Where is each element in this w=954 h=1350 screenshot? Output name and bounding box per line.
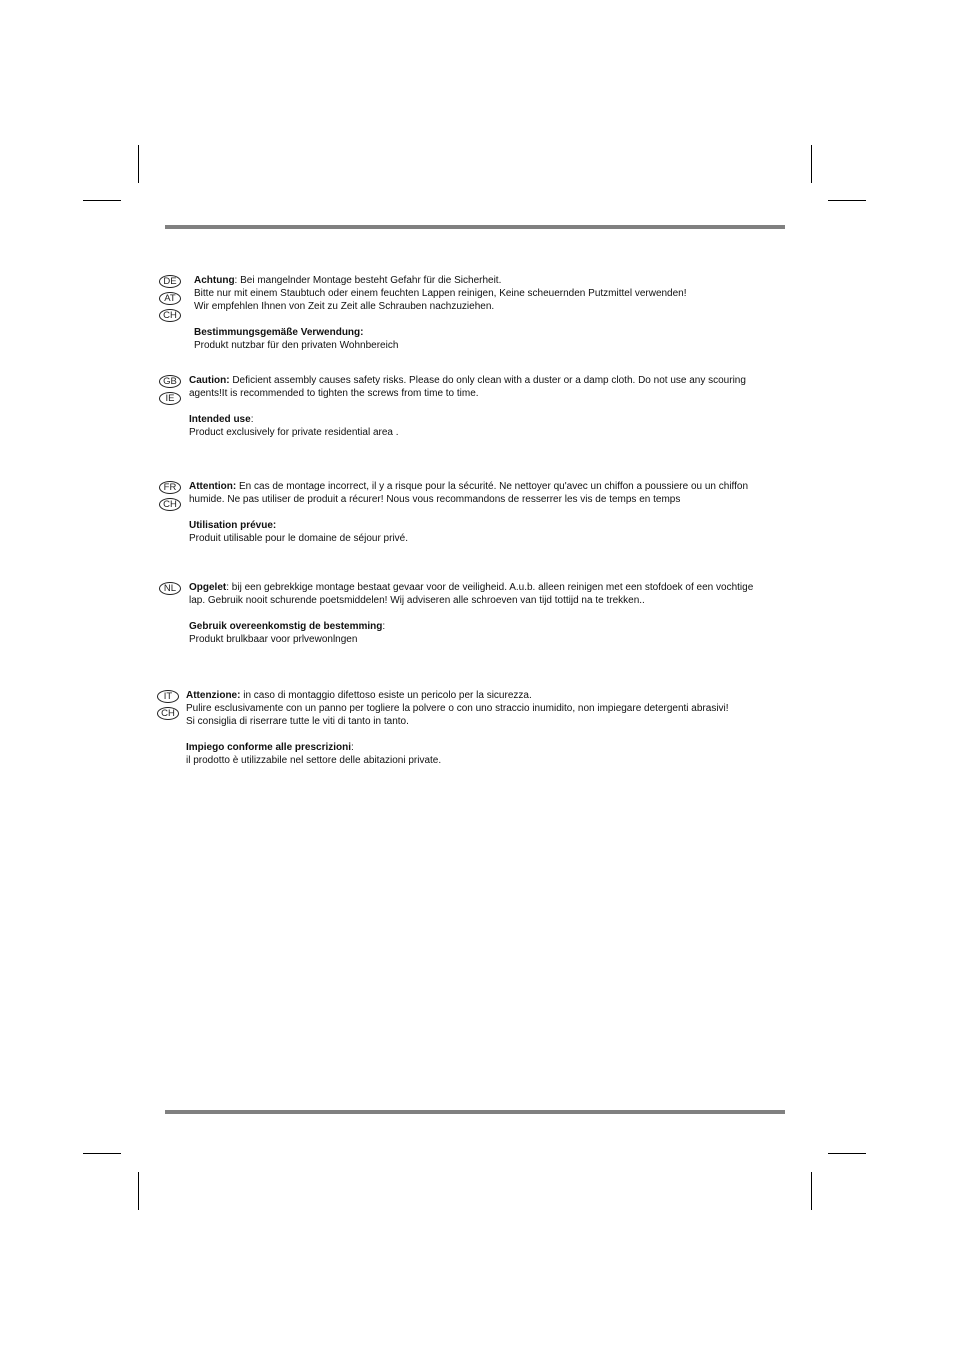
country-badge: CH bbox=[157, 707, 179, 720]
caution-line: Bitte nur mit einem Staubtuch oder einem feuchten Lappen reinigen, Keine scheuernden Putzmittel verwenden! bbox=[194, 288, 687, 299]
intended-use-suffix: : bbox=[382, 621, 386, 632]
country-badges bbox=[159, 375, 189, 409]
section-text bbox=[194, 274, 687, 352]
caution-label: Caution: bbox=[189, 375, 230, 386]
intended-use-label: Gebruik overeenkomstig de bestemming bbox=[189, 621, 383, 632]
crop-mark bbox=[828, 1153, 866, 1154]
intended-use-text: Produit utilisable pour le domaine de séjour privé. bbox=[189, 533, 409, 544]
caution-line: : Bei mangelnder Montage besteht Gefahr für die Sicherheit. bbox=[234, 275, 502, 286]
intended-use-label: Intended use bbox=[189, 414, 251, 425]
section-text bbox=[189, 374, 746, 439]
country-badge: DE bbox=[159, 275, 181, 288]
country-badges bbox=[157, 690, 187, 724]
section-text bbox=[186, 689, 729, 767]
intended-use-text: Produkt nutzbar für den privaten Wohnbereich bbox=[194, 340, 399, 351]
country-badges bbox=[159, 481, 189, 515]
crop-mark bbox=[828, 200, 866, 201]
caution-label: Opgelet bbox=[189, 582, 227, 593]
caution-line: : bij een gebrekkige montage bestaat gevaar voor de veiligheid. A.u.b. alleen reinigen met een stofdoek of een vochtige bbox=[226, 582, 754, 593]
caution-line: lap. Gebruik nooit schurende poetsmiddelen! Wij adviseren alle schroeven van tijd tottijd na te trekken.. bbox=[189, 595, 645, 606]
top-rule bbox=[165, 225, 785, 229]
intended-use-suffix: : bbox=[250, 414, 254, 425]
intended-use-label: Impiego conforme alle prescrizioni bbox=[186, 742, 352, 753]
country-badge: FR bbox=[159, 481, 181, 494]
caution-label: Achtung bbox=[194, 275, 235, 286]
section-text bbox=[189, 581, 753, 646]
crop-mark bbox=[138, 1172, 139, 1210]
intended-use-text: Product exclusively for private residential area . bbox=[189, 427, 399, 438]
intended-use-label: Utilisation prévue: bbox=[189, 520, 277, 531]
country-badge: NL bbox=[159, 582, 181, 595]
country-badges bbox=[159, 582, 189, 599]
country-badges bbox=[159, 275, 189, 326]
country-badge: GB bbox=[159, 375, 181, 388]
crop-mark bbox=[811, 145, 812, 183]
country-badge: CH bbox=[159, 498, 181, 511]
country-badge: IT bbox=[157, 690, 179, 703]
intended-use-text: Produkt brulkbaar voor prlvewonlngen bbox=[189, 634, 358, 645]
crop-mark bbox=[83, 200, 121, 201]
caution-label: Attenzione: bbox=[186, 690, 241, 701]
caution-line: Wir empfehlen Ihnen von Zeit zu Zeit alle Schrauben nachzuziehen. bbox=[194, 301, 495, 312]
crop-mark bbox=[811, 1172, 812, 1210]
crop-mark bbox=[83, 1153, 121, 1154]
caution-line: agents!It is recommended to tighten the screws from time to time. bbox=[189, 388, 479, 399]
intended-use-label: Bestimmungsgemäße Verwendung: bbox=[194, 327, 364, 338]
caution-line: Pulire esclusivamente con un panno per togliere la polvere o con uno straccio inumidito, non impiegare detergenti abrasivi! bbox=[186, 703, 729, 714]
intended-use-suffix: : bbox=[351, 742, 354, 753]
section-text bbox=[189, 480, 748, 545]
caution-line: in caso di montaggio difettoso esiste un pericolo per la sicurezza. bbox=[240, 690, 532, 701]
crop-mark bbox=[138, 145, 139, 183]
caution-line: Deficient assembly causes safety risks. Please do only clean with a duster or a damp cloth. Do not use any scouring bbox=[229, 375, 746, 386]
intended-use-text: il prodotto è utilizzabile nel settore delle abitazioni private. bbox=[186, 755, 442, 766]
caution-line: Si consiglia di riserrare tutte le viti di tanto in tanto. bbox=[186, 716, 409, 727]
bottom-rule bbox=[165, 1110, 785, 1114]
country-badge: AT bbox=[159, 292, 181, 305]
country-badge: CH bbox=[159, 309, 181, 322]
caution-label: Attention: bbox=[189, 481, 237, 492]
caution-line: En cas de montage incorrect, il y a risque pour la sécurité. Ne nettoyer qu'avec un chiffon a poussiere ou un chiffon bbox=[236, 481, 749, 492]
country-badge: IE bbox=[159, 392, 181, 405]
caution-line: humide. Ne pas utiliser de produit a récurer! Nous vous recommandons de resserrer les vis de temps en temps bbox=[189, 494, 681, 505]
